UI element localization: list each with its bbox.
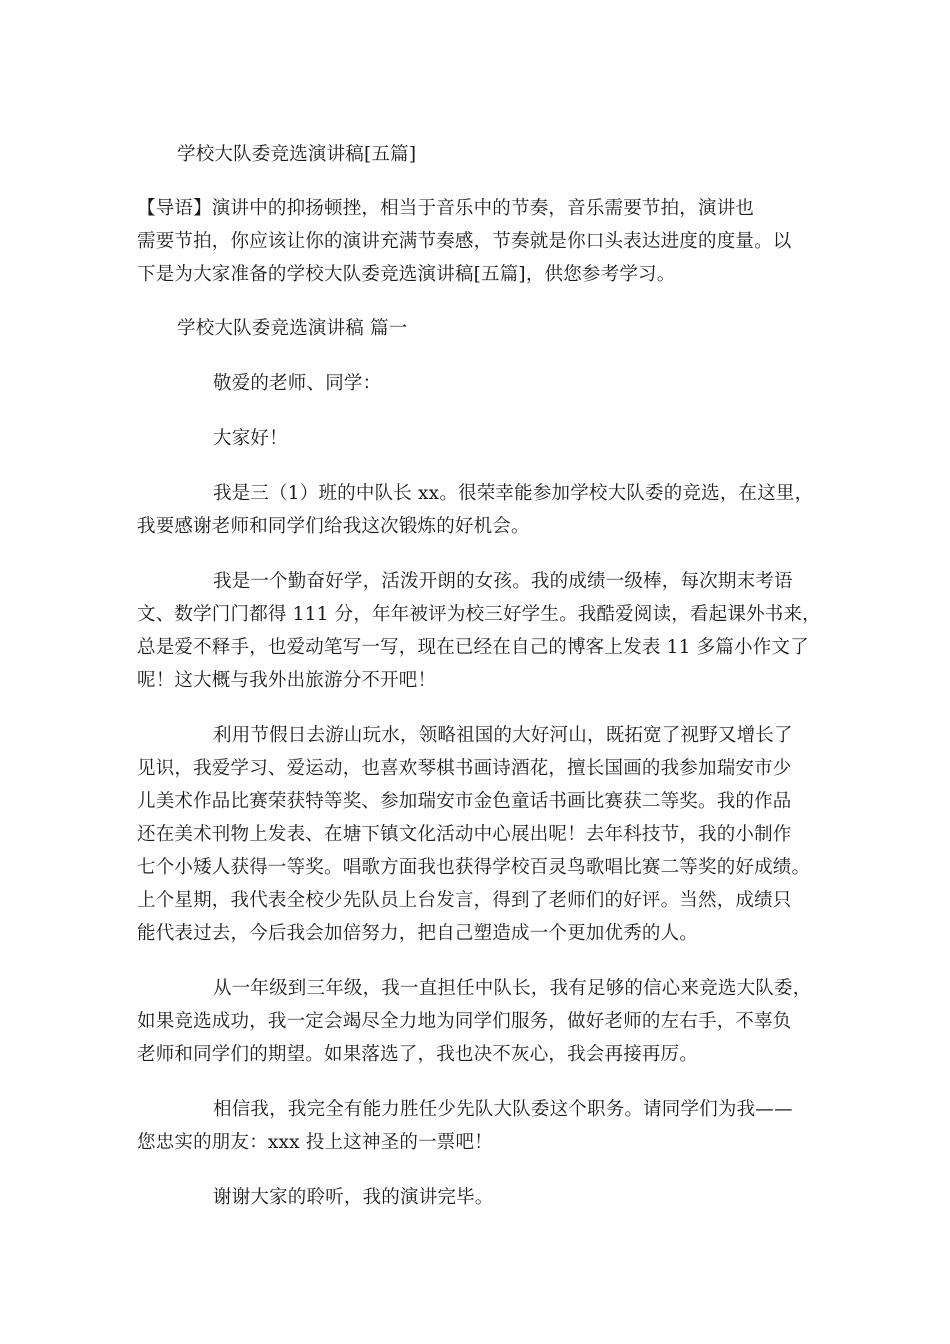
closing-line: 谢谢大家的聆听，我的演讲完毕。 — [213, 1187, 494, 1208]
paragraph-3-line-5: 七个小矮人获得一等奖。唱歌方面我也获得学校百灵鸟歌唱比赛二等奖的好成绩。 — [137, 857, 811, 878]
paragraph-4-line-2: 如果竞选成功，我一定会竭尽全力地为同学们服务，做好老师的左右手，不辜负 — [137, 1011, 792, 1032]
paragraph-3-line-3: 儿美术作品比赛荣获特等奖、参加瑞安市金色童话书画比赛获二等奖。我的作品 — [137, 791, 792, 812]
paragraph-4-line-1: 从一年级到三年级，我一直担任中队长，我有足够的信心来竞选大队委， — [213, 978, 812, 999]
paragraph-2-line-2: 文、数学门门都得 111 分，年年被评为校三好学生。我酷爱阅读，看起课外书来， — [137, 604, 821, 625]
greeting: 大家好！ — [213, 428, 288, 449]
intro-line-3: 下是为大家准备的学校大队委竞选演讲稿[五篇]，供您参考学习。 — [137, 264, 676, 285]
paragraph-1-line-2: 我要感谢老师和同学们给我这次锻炼的好机会。 — [137, 516, 530, 537]
paragraph-1-line-1: 我是三（1）班的中队长 xx。很荣幸能参加学校大队委的竞选，在这里， — [213, 483, 814, 504]
paragraph-5-line-1: 相信我，我完全有能力胜任少先队大队委这个职务。请同学们为我—— — [213, 1099, 793, 1120]
paragraph-3-line-7: 能代表过去，今后我会加倍努力，把自己塑造成一个更加优秀的人。 — [137, 923, 699, 944]
salutation: 敬爱的老师、同学： — [213, 373, 382, 394]
paragraph-3-line-4: 还在美术刊物上发表、在塘下镇文化活动中心展出呢！去年科技节，我的小制作 — [137, 824, 792, 845]
paragraph-3-line-6: 上个星期，我代表全校少先队员上台发言，得到了老师们的好评。当然，成绩只 — [137, 890, 792, 911]
document-title: 学校大队委竞选演讲稿[五篇] — [177, 144, 417, 165]
paragraph-2-line-1: 我是一个勤奋好学，活泼开朗的女孩。我的成绩一级棒，每次期末考语 — [213, 571, 793, 592]
paragraph-2-line-4: 呢！这大概与我外出旅游分不开吧！ — [137, 670, 437, 691]
section-heading: 学校大队委竞选演讲稿 篇一 — [177, 318, 408, 339]
paragraph-3-line-2: 见识，我爱学习、爱运动，也喜欢琴棋书画诗酒花，擅长国画的我参加瑞安市少 — [137, 758, 792, 779]
intro-line-1: 【导语】演讲中的抑扬顿挫，相当于音乐中的节奏，音乐需要节拍，演讲也 — [137, 198, 755, 219]
paragraph-3-line-1: 利用节假日去游山玩水，领略祖国的大好河山，既拓宽了视野又增长了 — [213, 725, 793, 746]
paragraph-5-line-2: 您忠实的朋友：xxx 投上这神圣的一票吧！ — [137, 1132, 493, 1153]
paragraph-2-line-3: 总是爱不释手，也爱动笔写一写，现在已经在自己的博客上发表 11 多篇小作文了 — [137, 637, 809, 658]
intro-line-2: 需要节拍，你应该让你的演讲充满节奏感，节奏就是你口头表达进度的度量。以 — [137, 231, 792, 252]
paragraph-4-line-3: 老师和同学们的期望。如果落选了，我也决不灰心，我会再接再厉。 — [137, 1044, 699, 1065]
